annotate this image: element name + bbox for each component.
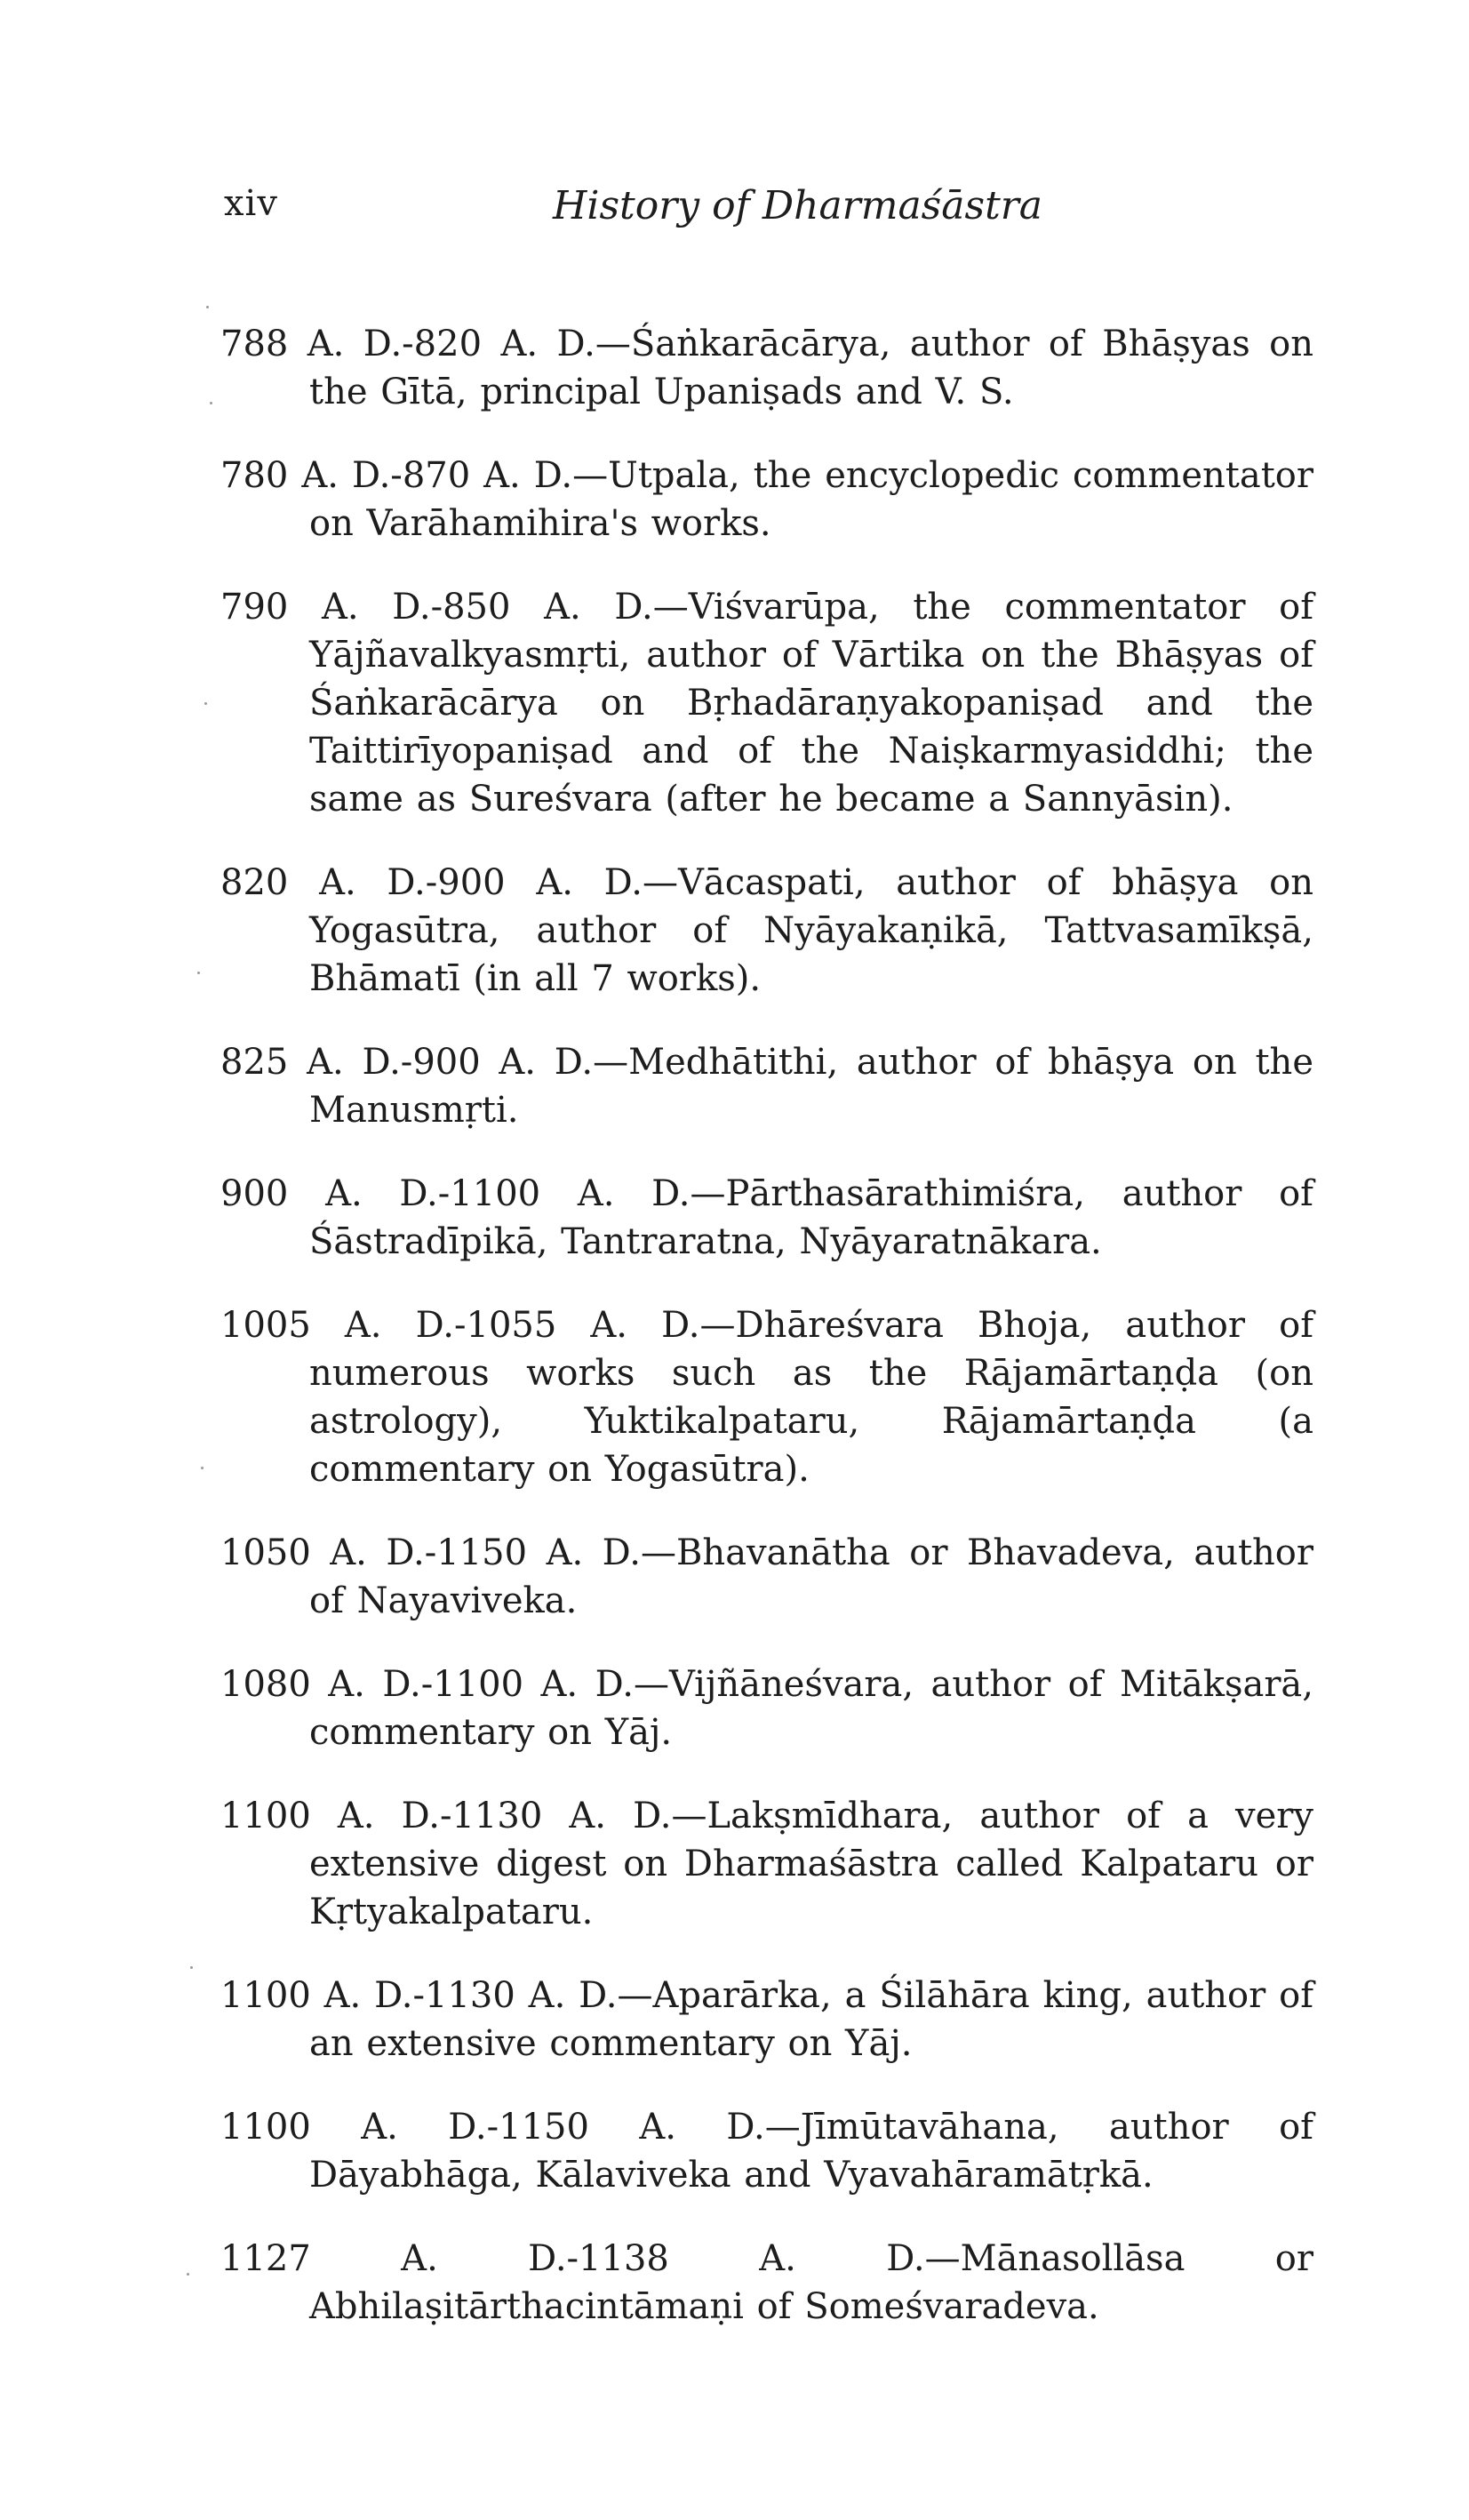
chronology-entry <box>220 1660 1313 1756</box>
entry-text: —Jīmūtavāhana, author of Dāyabhāga, Kālaviveka and Vyavahāramātṛkā. <box>309 2107 1313 2196</box>
chronology-entry <box>220 452 1313 548</box>
page-header <box>224 183 1335 236</box>
entry-text: —Vācaspati, author of bhāṣya on Yogasūtra, author of Nyāyakaṇikā, Tattvasamīkṣā, Bhāmatī (in all 7 works). <box>309 862 1313 999</box>
scan-speck <box>187 2273 189 2276</box>
entry-text: —Bhavanātha or Bhavadeva, author of Nayaviveka. <box>309 1532 1314 1621</box>
scan-speck <box>197 972 200 974</box>
entry-date: 900 A. D.-1100 A. D. <box>220 1173 691 1214</box>
scan-speck <box>190 1966 193 1969</box>
chronology-entry <box>220 1529 1313 1625</box>
entry-text: —Śaṅkarācārya, author of Bhāṣyas on the Gītā, principal Upaniṣads and V. S. <box>309 324 1313 412</box>
entry-date: 1005 A. D.-1055 A. D. <box>220 1305 700 1346</box>
chronology-list <box>220 284 1313 2361</box>
entry-text: —Dhāreśvara Bhoja, author of numerous works such as the Rājamārtaṇḍa (on astrology), Yuktikalpataru, Rājamārtaṇḍa (a commentary on Yogasūtra). <box>309 1305 1314 1490</box>
running-title: History of Dharmaśāstra <box>553 183 1043 228</box>
entry-date: 1100 A. D.-1130 A. D. <box>220 1975 618 2016</box>
entry-text: —Vijñāneśvara, author of Mitākṣarā, commentary on Yāj. <box>309 1664 1313 1753</box>
entry-text: —Pārthasārathimiśra, author of Śāstradīpikā, Tantraratna, Nyāyaratnākara. <box>309 1173 1313 1262</box>
scan-speck <box>210 402 212 404</box>
chronology-entry <box>220 583 1313 823</box>
chronology-entry <box>220 1038 1313 1134</box>
chronology-entry <box>220 1972 1313 2068</box>
chronology-entry <box>220 1301 1313 1493</box>
entry-text: —Aparārka, a Śilāhāra king, author of an extensive commentary on Yāj. <box>309 1975 1314 2064</box>
chronology-entry <box>220 859 1313 1003</box>
chronology-entry <box>220 2103 1313 2199</box>
entry-text: —Utpala, the encyclopedic commentator on Varāhamihira's works. <box>309 455 1314 544</box>
page-number: xiv <box>224 183 278 224</box>
entry-text: —Lakṣmīdhara, author of a very extensive digest on Dharmaśāstra called Kalpataru or Kṛtyakalpataru. <box>309 1796 1314 1932</box>
entry-date: 788 A. D.-820 A. D. <box>220 324 595 364</box>
chronology-entry <box>220 1792 1313 1936</box>
entry-date: 780 A. D.-870 A. D. <box>220 455 573 496</box>
entry-date: 1127 A. D.-1138 A. D. <box>220 2238 925 2279</box>
entry-date: 825 A. D.-900 A. D. <box>220 1042 594 1083</box>
entry-date: 1100 A. D.-1130 A. D. <box>220 1796 672 1836</box>
scan-speck <box>204 702 207 705</box>
scan-speck <box>201 1467 204 1469</box>
entry-date: 820 A. D.-900 A. D. <box>220 862 643 903</box>
chronology-entry <box>220 1170 1313 1266</box>
entry-text: —Medhātithi, author of bhāṣya on the Manusmṛti. <box>309 1042 1313 1131</box>
entry-date: 790 A. D.-850 A. D. <box>220 587 653 628</box>
scan-speck <box>206 306 209 308</box>
chronology-entry <box>220 2235 1313 2331</box>
entry-date: 1080 A. D.-1100 A. D. <box>220 1664 634 1705</box>
entry-text: —Viśvarūpa, the commentator of Yājñavalkyasmṛti, author of Vārtika on the Bhāṣyas of Śaṅkarācārya on Bṛhadāraṇyakopaniṣad and the Taittirīyopaniṣad and of the Naiṣkarmyasiddhi; the same as Sureśvara (after he became a Sannyāsin). <box>309 587 1313 820</box>
chronology-entry <box>220 320 1313 416</box>
entry-text: —Mānasollāsa or Abhilaṣitārthacintāmaṇi of Someśvaradeva. <box>309 2238 1313 2327</box>
entry-date: 1050 A. D.-1150 A. D. <box>220 1532 642 1573</box>
entry-date: 1100 A. D.-1150 A. D. <box>220 2107 765 2148</box>
